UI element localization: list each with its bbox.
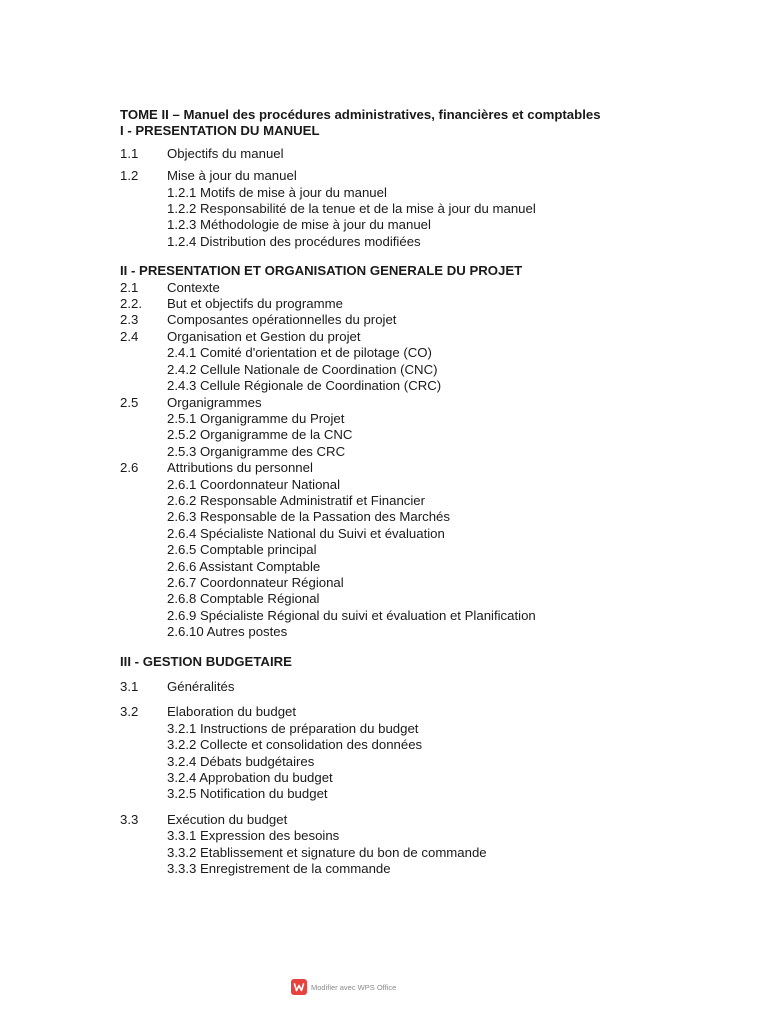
toc-item: 3.3 Exécution du budget bbox=[120, 811, 288, 827]
toc-item: 3.2 Elaboration du budget bbox=[120, 704, 297, 720]
toc-subitem: 2.6.5 Comptable principal bbox=[167, 542, 317, 558]
section-heading-2: II - PRESENTATION ET ORGANISATION GENERALE DU PROJET bbox=[120, 263, 523, 279]
toc-subitem: 2.6.2 Responsable Administratif et Financier bbox=[167, 492, 426, 508]
toc-subitem: 3.2.4 Approbation du budget bbox=[167, 770, 333, 786]
toc-subitem: 2.6.3 Responsable de la Passation des Marchés bbox=[167, 509, 450, 525]
toc-subitem: 1.2.2 Responsabilité de la tenue et de la mise à jour du manuel bbox=[167, 201, 536, 217]
toc-subitem: 3.2.1 Instructions de préparation du budget bbox=[167, 720, 419, 736]
toc-subitem: 3.3.2 Etablissement et signature du bon de commande bbox=[167, 844, 487, 860]
toc-item: 1.1 Objectifs du manuel bbox=[120, 145, 284, 161]
section-heading-3: III - GESTION BUDGETAIRE bbox=[120, 653, 292, 669]
toc-item: 2.3 Composantes opérationnelles du projet bbox=[120, 312, 397, 328]
toc-item: 1.2 Mise à jour du manuel bbox=[120, 168, 297, 184]
wps-logo-icon bbox=[291, 979, 307, 995]
toc-subitem: 3.2.4 Débats budgétaires bbox=[167, 753, 315, 769]
toc-subitem: 2.6.6 Assistant Comptable bbox=[167, 558, 321, 574]
toc-subitem: 1.2.1 Motifs de mise à jour du manuel bbox=[167, 184, 387, 200]
toc-subitem: 3.3.3 Enregistrement de la commande bbox=[167, 861, 391, 877]
toc-subitem: 1.2.4 Distribution des procédures modifiées bbox=[167, 233, 421, 249]
toc-subitem: 2.6.10 Autres postes bbox=[167, 624, 288, 640]
toc-subitem: 2.4.1 Comité d'orientation et de pilotage (CO) bbox=[167, 345, 432, 361]
toc-subitem: 1.2.3 Méthodologie de mise à jour du manuel bbox=[167, 217, 431, 233]
wps-footer-text: Modifier avec WPS Office bbox=[311, 982, 397, 992]
toc-subitem: 2.6.8 Comptable Régional bbox=[167, 591, 320, 607]
toc-subitem: 2.4.2 Cellule Nationale de Coordination (CNC) bbox=[167, 361, 438, 377]
toc-subitem: 2.4.3 Cellule Régionale de Coordination (CRC) bbox=[167, 378, 442, 394]
tome-title: TOME II – Manuel des procédures administratives, financières et comptables bbox=[120, 107, 601, 122]
toc-subitem: 2.6.1 Coordonnateur National bbox=[167, 476, 341, 492]
section-heading-1: I - PRESENTATION DU MANUEL bbox=[120, 123, 320, 139]
toc-item: 2.4 Organisation et Gestion du projet bbox=[120, 328, 361, 344]
toc-subitem: 2.5.3 Organigramme des CRC bbox=[167, 443, 346, 459]
toc-subitem: 2.6.4 Spécialiste National du Suivi et évaluation bbox=[167, 525, 445, 541]
toc-subitem: 3.2.5 Notification du budget bbox=[167, 786, 328, 802]
toc-subitem: 2.5.2 Organigramme de la CNC bbox=[167, 427, 353, 443]
toc-subitem: 2.6.7 Coordonnateur Régional bbox=[167, 574, 344, 590]
toc-item: 2.5 Organigrammes bbox=[120, 394, 262, 410]
toc-subitem: 3.2.2 Collecte et consolidation des données bbox=[167, 737, 423, 753]
wps-office-badge[interactable] bbox=[291, 979, 396, 995]
toc-item: 2.6 Attributions du personnel bbox=[120, 460, 313, 476]
toc-subitem: 2.5.1 Organigramme du Projet bbox=[167, 410, 345, 426]
table-of-contents bbox=[120, 107, 720, 877]
toc-item: 2.1 Contexte bbox=[120, 279, 220, 295]
toc-item: 2.2. But et objectifs du programme bbox=[120, 296, 343, 312]
toc-subitem: 3.3.1 Expression des besoins bbox=[167, 828, 340, 844]
toc-item: 3.1 Généralités bbox=[120, 679, 235, 694]
toc-subitem: 2.6.9 Spécialiste Régional du suivi et évaluation et Planification bbox=[167, 607, 536, 623]
